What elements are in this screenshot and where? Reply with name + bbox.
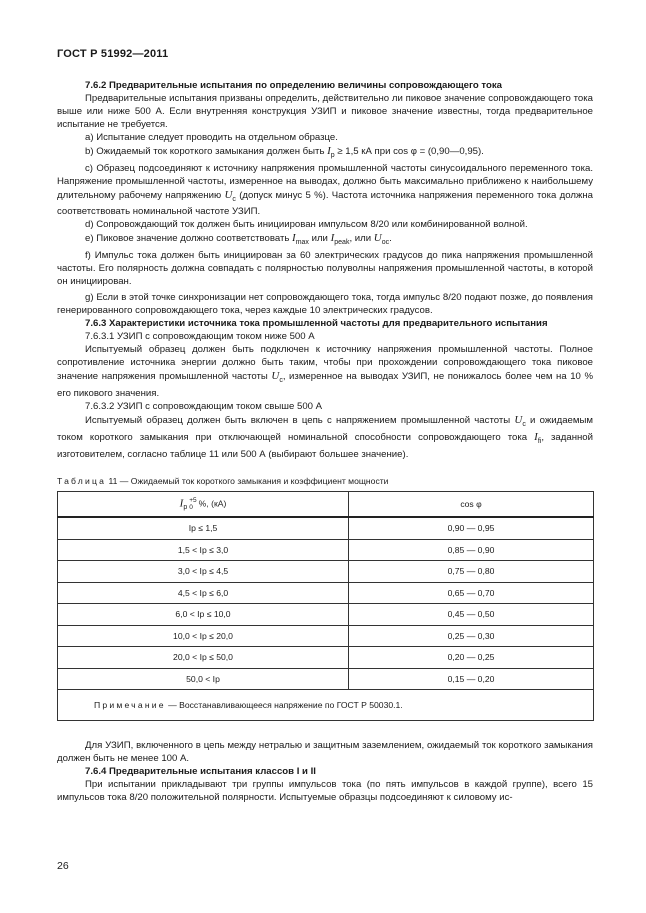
table-row bbox=[58, 539, 594, 561]
cos-phi-cell: 0,75 — 0,80 bbox=[349, 561, 594, 583]
cos-phi-cell: 0,15 — 0,20 bbox=[349, 668, 594, 690]
cos-phi-cell: 0,25 — 0,30 bbox=[349, 625, 594, 647]
table-row bbox=[58, 517, 594, 539]
current-range-cell: Ip ≤ 1,5 bbox=[58, 517, 349, 539]
cos-phi-cell: 0,85 — 0,90 bbox=[349, 539, 594, 561]
paragraph: Испытуемый образец должен быть подключен к источнику напряжения промышленной частоты. Полное сопротивление источника энергии должно быть таким, чтобы при прохождении сопровождающего тока пиковое значение напряжения промышленной частоты $U_c$, измеренное на выводах УЗИП, не понижалось более чем на 10 % его пикового значения. bbox=[57, 343, 593, 399]
list-item-f: f) Импульс тока должен быть инициирован за 60 электрических градусов до пика напряжения промышленной частоты. Его полярность должна совпадать с полярностью полуволны напряжения промышленной частоты, в которой он инициирован. bbox=[57, 250, 593, 288]
current-range-cell: 10,0 < Ip ≤ 20,0 bbox=[58, 625, 349, 647]
table-row bbox=[58, 647, 594, 669]
paragraph: Для УЗИП, включенного в цепь между нетралью и защитным заземлением, ожидаемый ток короткого замыкания должен быть не менее 100 А. bbox=[57, 740, 593, 764]
table-row bbox=[58, 668, 594, 690]
list-item-e: e) Пиковое значение должно соответствовать $I_{max}$ или $I_{peak}$, или $U_{oc}$. bbox=[85, 232, 392, 247]
section-7-6-3-1-title: 7.6.3.1 УЗИП с сопровождающим током ниже 500 А bbox=[85, 330, 315, 342]
cos-phi-cell: 0,45 — 0,50 bbox=[349, 604, 594, 626]
short-circuit-table bbox=[57, 491, 594, 721]
column-header-cos: cos φ bbox=[349, 492, 594, 518]
section-7-6-3-2-title: 7.6.3.2 УЗИП с сопровождающим током свыше 500 А bbox=[85, 400, 323, 412]
cos-phi-cell: 0,20 — 0,25 bbox=[349, 647, 594, 669]
section-7-6-3-title: 7.6.3 Характеристики источника тока промышленной частоты для предварительного испытания bbox=[85, 317, 548, 329]
cos-phi-cell: 0,90 — 0,95 bbox=[349, 517, 594, 539]
cos-phi-cell: 0,65 — 0,70 bbox=[349, 582, 594, 604]
list-item-g: g) Если в этой точке синхронизации нет сопровождающего тока, тогда импульс 8/20 подают позже, до появления генерированного сопровождающего тока, через каждые 10 электрических градусов. bbox=[57, 292, 593, 316]
list-item-c: c) Образец подсоединяют к источнику напряжения промышленной частоты синусоидального переменного тока. Напряжение промышленной частоты, измеренное на выводах, должно быть максимально приближено к наибольшему длительному рабочему напряжению $U_c$ (допуск минус 5 %). Частота источника напряжения переменного тока должна соответствовать номинальной частоте УЗИП. bbox=[57, 162, 594, 218]
table-row bbox=[58, 582, 594, 604]
table-caption: Таблица 11 — Ожидаемый ток короткого замыкания и коэффициент мощности bbox=[57, 476, 389, 486]
page-number: 26 bbox=[57, 860, 69, 872]
column-header-current: $I_p+5$ 0 %, (кА) bbox=[58, 492, 349, 518]
document-header: ГОСТ Р 51992—2011 bbox=[57, 48, 169, 60]
current-range-cell: 20,0 < Ip ≤ 50,0 bbox=[58, 647, 349, 669]
current-range-cell: 1,5 < Ip ≤ 3,0 bbox=[58, 539, 349, 561]
current-range-cell: 6,0 < Ip ≤ 10,0 bbox=[58, 604, 349, 626]
list-item-d: d) Сопровождающий ток должен быть инициирован импульсом 8/20 или комбинированной волной. bbox=[85, 219, 528, 231]
section-7-6-2-title: 7.6.2 Предварительные испытания по определению величины сопровождающего тока bbox=[85, 80, 502, 91]
table-row bbox=[58, 561, 594, 583]
list-item-a: a) Испытание следует проводить на отдельном образце. bbox=[85, 131, 338, 143]
paragraph: При испытании прикладывают три группы импульсов тока (по пять импульсов в каждой группе), всего 15 импульсов тока 8/20 положительной полярности. Испытуемые образцы подсоединяют к силовому ис- bbox=[57, 778, 593, 803]
table-row bbox=[58, 604, 594, 626]
current-range-cell: 50,0 < Ip bbox=[58, 668, 349, 690]
current-range-cell: 3,0 < Ip ≤ 4,5 bbox=[58, 561, 349, 583]
after-table-text bbox=[57, 740, 593, 805]
main-text bbox=[57, 80, 593, 462]
current-range-cell: 4,5 < Ip ≤ 6,0 bbox=[58, 582, 349, 604]
paragraph: Предварительные испытания призваны определить, действительно ли пиковое значение сопровождающего тока выше или ниже 500 А. Если внутренняя конструкция УЗИП и пиковое значение известны, тогда предварительное испытание не требуется. bbox=[57, 92, 593, 130]
table-row bbox=[58, 625, 594, 647]
table-note: Примечание — Восстанавливающееся напряжение по ГОСТ Р 50030.1. bbox=[58, 690, 594, 721]
list-item-b: b) Ожидаемый ток короткого замыкания должен быть $I_p \ge 1,5$ кА при cos φ = (0,90—0,95). bbox=[85, 144, 484, 159]
section-7-6-4-title: 7.6.4 Предварительные испытания классов I и II bbox=[85, 765, 316, 777]
paragraph: Испытуемый образец должен быть включен в цепь с напряжением промышленной частоты $U_c$ и ожидаемым током короткого замыкания при отключающей номинальной способности сопровождающего тока $I_{fi}$, заданной изготовителем, согласно таблице 11 или 500 А (выбирают большее значение). bbox=[57, 413, 593, 461]
